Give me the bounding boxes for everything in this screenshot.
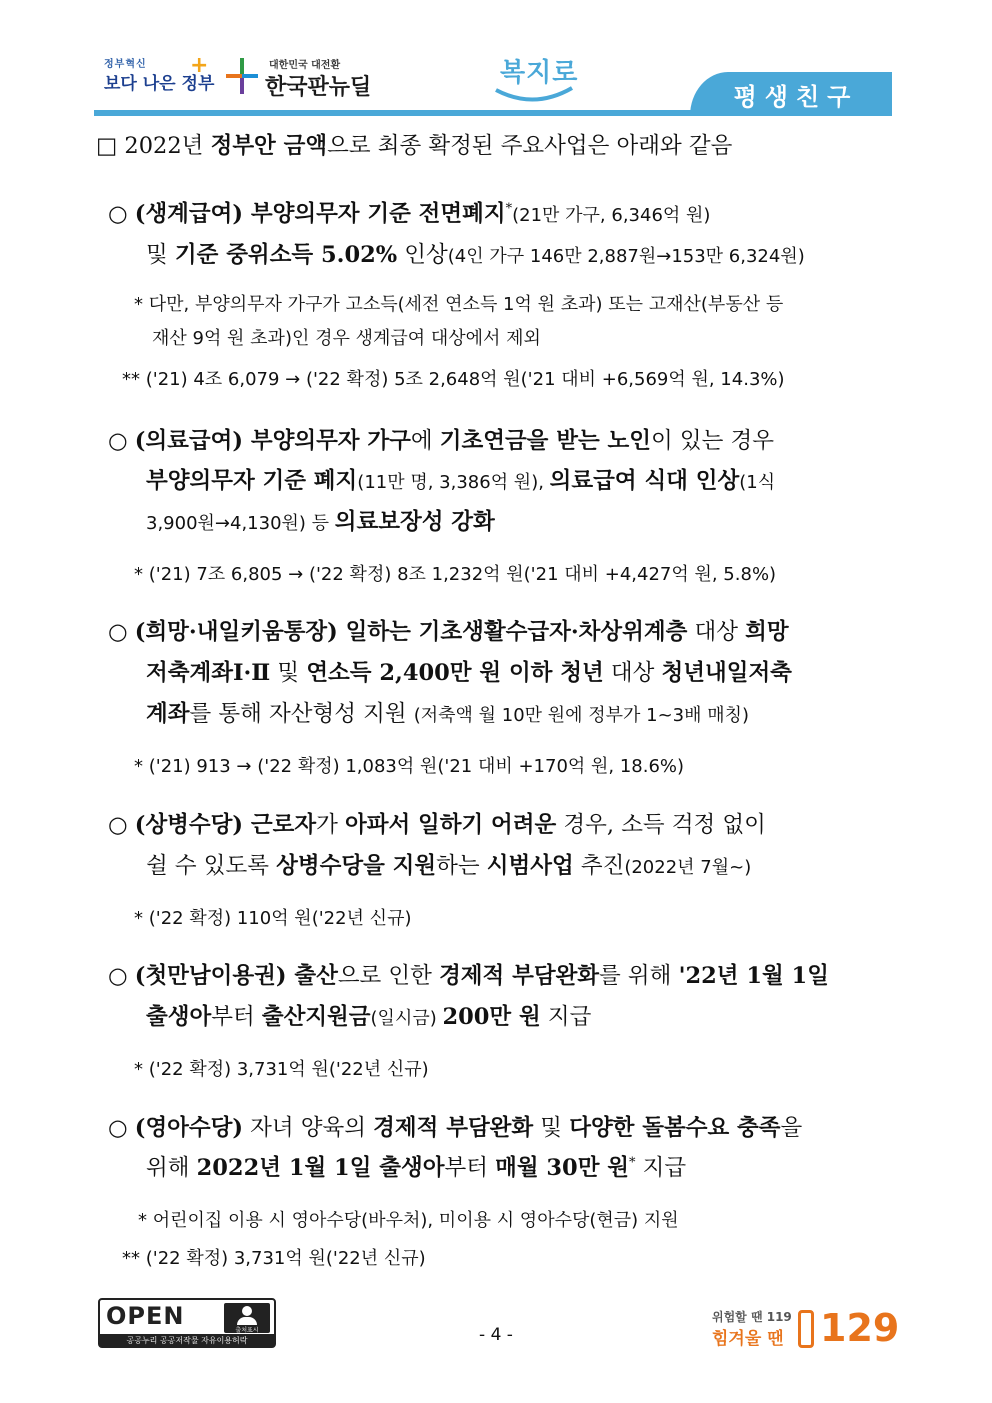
plus-icon: +: [190, 53, 209, 78]
s3-line3: 계좌를 통해 자산형성 지원 (저축액 월 10만 원에 정부가 1~3배 매칭): [146, 701, 750, 727]
s2-line2: 부양의무자 기준 폐지(11만 명, 3,386억 원), 의료급여 식대 인상(1식: [146, 468, 776, 494]
header-tab: 평생친구: [690, 72, 892, 116]
person-icon: 출처표시: [224, 1303, 270, 1333]
s3-line1: ○ (희망·내일키움통장) 일하는 기초생활수급자·차상위계층 대상 희망: [108, 619, 789, 645]
s2-line3: 3,900원→4,130원) 등 의료보장성 강화: [146, 509, 495, 535]
s1-note2: 재산 9억 원 초과)인 경우 생계급여 대상에서 제외: [152, 328, 541, 349]
s6-line1: ○ (영아수당) 자녀 양육의 경제적 부담완화 및 다양한 돌봄수요 충족을: [108, 1115, 803, 1141]
s3-note1: * ('21) 913 → ('22 확정) 1,083억 원('21 대비 +170억 원, 18.6%): [134, 756, 685, 777]
page-number: - 4 -: [479, 1325, 513, 1345]
s6-note1: * 어린이집 이용 시 영아수당(바우처), 미이용 시 영아수당(현금) 지원: [138, 1210, 679, 1231]
hotline-129-logo: 위험할 땐 119 힘겨울 땐 129: [712, 1306, 900, 1350]
s1-note1: * 다만, 부양의무자 가구가 고소득(세전 연소득 1억 원 초과) 또는 고재산(부동산 등: [134, 294, 784, 315]
s1-line1: ○ (생계급여) 부양의무자 기준 전면폐지*(21만 가구, 6,346억 원): [108, 201, 711, 227]
smile-swoosh-icon: [494, 86, 574, 106]
s4-line2: 쉴 수 있도록 상병수당을 지원하는 시범사업 추진(2022년 7월~): [146, 853, 752, 879]
intro-line: □ 2022년 정부안 금액으로 최종 확정된 주요사업은 아래와 같음: [96, 133, 733, 159]
gov-innovation-logo: 정부혁신 보다 나은 정부 +: [104, 53, 215, 94]
s1-line2: 및 기준 중위소득 5.02% 인상(4인 가구 146만 2,887원→153만 6,324원): [146, 242, 805, 268]
s6-note2: ** ('22 확정) 3,731억 원('22년 신규): [122, 1248, 426, 1269]
s5-note1: * ('22 확정) 3,731억 원('22년 신규): [134, 1059, 429, 1080]
s4-note1: * ('22 확정) 110억 원('22년 신규): [134, 908, 412, 929]
s2-note1: * ('21) 7조 6,805 → ('22 확정) 8조 1,232억 원('21 대비 +4,427억 원, 5.8%): [134, 564, 777, 585]
s6-line2: 위해 2022년 1월 1일 출생아부터 매월 30만 원* 지급: [146, 1155, 687, 1181]
s1-note3: ** ('21) 4조 6,079 → ('22 확정) 5조 2,648억 원('21 대비 +6,569억 원, 14.3%): [122, 369, 785, 390]
s5-line1: ○ (첫만남이용권) 출산으로 인한 경제적 부담완화를 위해 '22년 1월 1일: [108, 963, 829, 989]
sparkle-icon: [225, 56, 259, 96]
s3-line2: 저축계좌Ⅰ·Ⅱ 및 연소득 2,400만 원 이하 청년 대상 청년내일저축: [146, 660, 792, 686]
phone-icon: [798, 1310, 814, 1348]
open-license-badge: OPEN 출처표시 공공누리 공공저작물 자유이용허락: [98, 1298, 276, 1348]
bokjiro-logo: 복지로: [500, 52, 578, 89]
s4-line1: ○ (상병수당) 근로자가 아파서 일하기 어려운 경우, 소득 걱정 없이: [108, 812, 766, 838]
s5-line2: 출생아부터 출산지원금(일시금) 200만 원 지급: [146, 1004, 592, 1030]
s2-line1: ○ (의료급여) 부양의무자 가구에 기초연금을 받는 노인이 있는 경우: [108, 428, 775, 454]
